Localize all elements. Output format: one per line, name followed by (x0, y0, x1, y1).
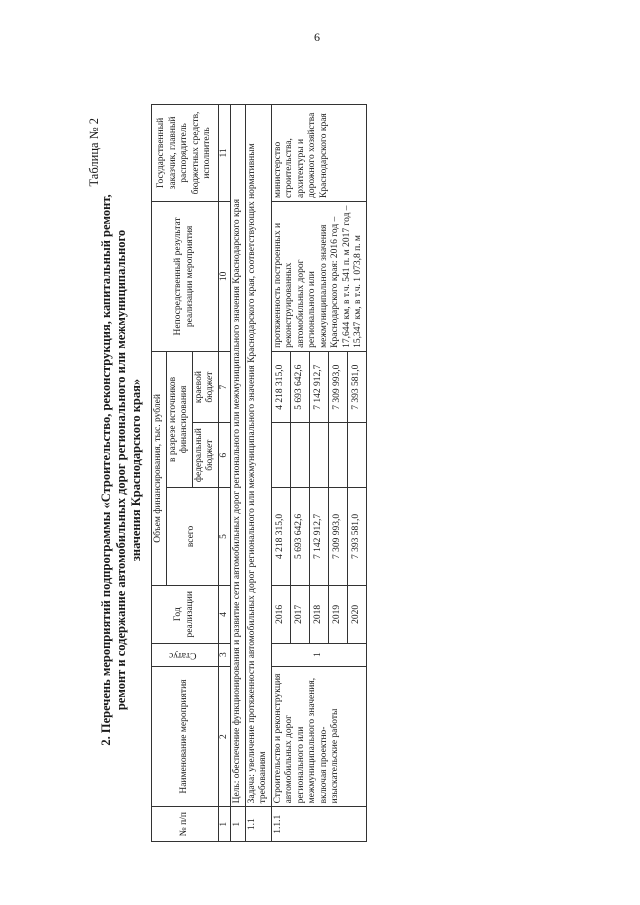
row-year: 2020 (347, 585, 366, 643)
header-status (152, 643, 219, 666)
row-total: 4 218 315,0 (271, 487, 290, 585)
row-total: 7 142 912,7 (309, 487, 328, 585)
row-federal (309, 423, 328, 488)
row-total: 5 693 642,6 (290, 487, 309, 585)
row-year: 2017 (290, 585, 309, 643)
header-customer: Государственный заказчик, главный распорядитель бюджетных средств, исполнитель (152, 105, 219, 202)
header-row-1 (152, 105, 167, 842)
header-sources: в разрезе источников финансирования (166, 351, 192, 487)
header-total: всего (166, 487, 218, 585)
goal-text: Цель: обеспечение функционирования и развитие сети автомобильных дорог регионального или межмуниципального значения Краснодарского края (231, 105, 246, 807)
item-status: 1 (271, 643, 366, 666)
measures-table (151, 104, 367, 842)
row-year: 2019 (328, 585, 347, 643)
row-federal (271, 423, 290, 488)
row-total: 7 309 993,0 (328, 487, 347, 585)
column-number: 2 (218, 666, 231, 807)
column-number: 5 (218, 487, 231, 585)
item-result: протяженность построенных и реконструированных автомобильных дорог регионального или межмуниципального значения Краснодарского края: 2016 год – 17,644 км, в т.ч. 541 п. м 2017 год – 15,347 км, в т.ч. 1 073,8 п. м (271, 201, 366, 351)
row-regional: 5 693 642,6 (290, 351, 309, 423)
row-federal (290, 423, 309, 488)
row-regional: 7 393 581,0 (347, 351, 366, 423)
rotated-page-content (85, 90, 555, 850)
item-num: 1.1.1 (271, 807, 366, 842)
heading-line-2: ремонт и содержание автомобильных дорог регионального или межмуниципального (114, 229, 128, 711)
document-heading (99, 90, 144, 850)
heading-line-1: 2. Перечень мероприятий подпрограммы «Строительство, реконструкция, капитальный ремонт, (99, 194, 113, 746)
header-result: Непосредственный результат реализации мероприятия (152, 201, 219, 351)
heading-line-3: значения Краснодарского края» (129, 378, 143, 562)
column-number: 3 (218, 643, 231, 666)
column-number-row (218, 105, 231, 842)
task-text: Задача: увеличение протяженности автомобильных дорог регионального или межмуниципального значения Краснодарского края, соответствующих нормативным требованиям (245, 105, 271, 807)
page-number: 6 (314, 30, 320, 44)
header-federal: федеральный бюджет (192, 423, 218, 488)
table-row (271, 105, 290, 842)
item-name: Строительство и реконструкция автомобильных дорог регионального или межмуниципального значения, включая проектно-изыскательские работы (271, 666, 366, 807)
row-regional: 7 309 993,0 (328, 351, 347, 423)
column-number: 11 (218, 105, 231, 202)
row-federal (328, 423, 347, 488)
header-num: № п/п (152, 807, 219, 842)
column-number: 7 (218, 351, 231, 423)
row-year: 2016 (271, 585, 290, 643)
row-total: 7 393 581,0 (347, 487, 366, 585)
goal-row (231, 105, 246, 842)
goal-num: 1 (231, 807, 246, 842)
row-year: 2018 (309, 585, 328, 643)
column-number: 4 (218, 585, 231, 643)
task-row (245, 105, 271, 842)
header-name: Наименование мероприятия (152, 666, 219, 807)
header-funding: Объем финансирования, тыс. рублей (152, 351, 167, 585)
header-regional: краевой бюджет (192, 351, 218, 423)
item-customer: министерство строительства, архитектуры и дорожного хозяйства Краснодарского края (271, 105, 366, 202)
header-year: Год реализации (152, 585, 219, 643)
table-label: Таблица № 2 (87, 118, 101, 187)
row-regional: 7 142 912,7 (309, 351, 328, 423)
row-regional: 4 218 315,0 (271, 351, 290, 423)
header-status-text: Статус (168, 650, 197, 661)
column-number: 6 (218, 423, 231, 488)
column-number: 1 (218, 807, 231, 842)
row-federal (347, 423, 366, 488)
column-number: 10 (218, 201, 231, 351)
task-num: 1.1 (245, 807, 271, 842)
